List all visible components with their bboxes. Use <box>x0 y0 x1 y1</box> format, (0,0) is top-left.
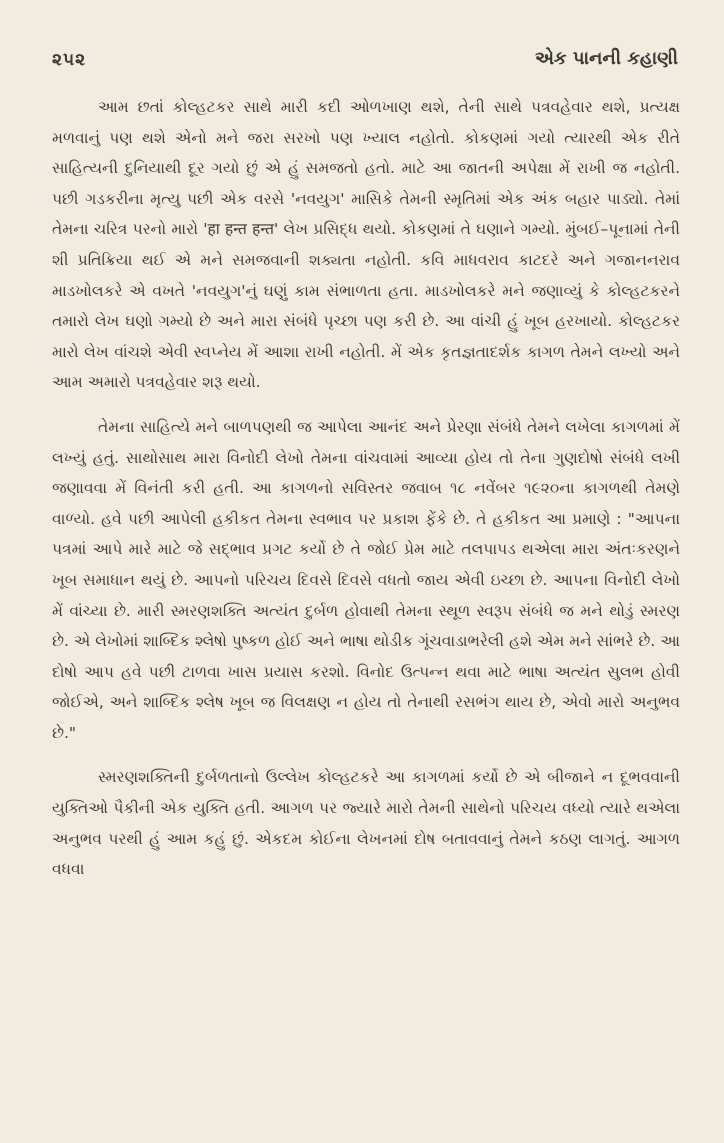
paragraph-3: સ્મરણશક્તિની દુર્બળતાનો ઉલ્લેખ કોલ્હટકરે આ કાગળમાં કર્યો છે એ બીજાને ન દૂભવવાની યુક્તિઓ પૈકીની એક યુક્તિ હતી. આગળ પર જ્યારે મારો તેમની સાથેનો પરિચય વધ્યો ત્યારે થએલા અનુભવ પરથી હું આમ કહું છું. એકદમ કોઈના લેખનમાં દોષ બતાવવાનું તેમને કઠણ લાગતું. આગળ વધવા <box>52 768 680 879</box>
running-title: એક પાનની કહાણી <box>534 48 678 69</box>
page-body <box>52 92 680 899</box>
page-number: ૨૫૨ <box>52 50 87 70</box>
paragraph-1: આમ છતાં કોલ્હટકર સાથે મારી કદી ઓળખાણ થશે, તેની સાથે પત્રવહેવાર થશે, પ્રત્યક્ષ મળવાનું પણ થશે એનો મને જરા સરખો પણ ખ્યાલ નહોતો. કોકણમાં ગયો ત્યારથી એક રીતે સાહિત્યની દુનિયાથી દૂર ગયો છું એ હું સમજતો હતો. માટે આ જાતની અપેક્ષા મેં રાખી જ નહોતી. પછી ગડકરીના મૃત્યુ પછી એક વરસે 'નવયુગ' માસિકે તેમની સ્મૃતિમાં એક અંક બહાર પાડ્યો. તેમાં તેમના ચરિત્ર પરનો મારો 'हा हन्त हन्त' લેખ પ્રસિદ્ધ થયો. કોકણમાં તે ઘણાને ગમ્યો. મુંબઈ–પૂનામાં તેની શી પ્રતિક્રિયા થઈ એ મને સમજવાની શક્યતા નહોતી. કવિ માધવરાવ કાટદરે અને ગજાનનરાવ માડખોલકરે એ વખતે 'નવયુગ'નું ઘણું કામ સંભાળતા હતા. માડખોલકરે મને જણાવ્યું કે કોલ્હટકરને તમારો લેખ ઘણો ગમ્યો છે અને મારા સંબંધે પૃચ્છા પણ કરી છે. આ વાંચી હું ખૂબ હરખાયો. કોલ્હટકર મારો લેખ વાંચશે એવી સ્વપ્નેય મેં આશા રાખી નહોતી. મેં એક કૃતજ્ઞતાદર્શક કાગળ તેમને લખ્યો અને આમ અમારો પત્રવહેવાર શરૂ થયો. <box>52 98 680 392</box>
paragraph-2: તેમના સાહિત્યે મને બાળપણથી જ આપેલા આનંદ અને પ્રેરણા સંબંધે તેમને લખેલા કાગળમાં મેં લખ્યું હતું. સાથોસાથ મારા વિનોદી લેખો તેમના વાંચવામાં આવ્યા હોય તો તેના ગુણદોષો સંબંધે લખી જણાવવા મેં વિનંતી કરી હતી. આ કાગળનો સવિસ્તર જવાબ ૧૮ નવેંબર ૧૯૨૦ના કાગળથી તેમણે વાળ્યો. હવે પછી આપેલી હકીકત તેમના સ્વભાવ પર પ્રકાશ ફેંકે છે. તે હકીકત આ પ્રમાણે : "આપના પત્રમાં આપે મારે માટે જે સદ્ભાવ પ્રગટ કર્યો છે તે જોઈ પ્રેમ માટે તલપાપડ થએલા મારા અંતઃકરણને ખૂબ સમાધાન થયું છે. આપનો પરિચય દિવસે દિવસે વધતો જાય એવી ઇચ્છા છે. આપના વિનોદી લેખો મેં વાંચ્યા છે. મારી સ્મરણશક્તિ અત્યંત દુર્બળ હોવાથી તેમના સ્થૂળ સ્વરૂપ સંબંધે જ મને થોડું સ્મરણ છે. એ લેખોમાં શાબ્દિક શ્લેષો પુષ્કળ હોઈ અને ભાષા થોડીક ગૂંચવાડાભરેલી હશે એમ મને સાંભરે છે. આ દોષો આપ હવે પછી ટાળવા ખાસ પ્રયાસ કરશો. વિનોદ ઉત્પન્ન થવા માટે ભાષા અત્યંત સુલભ હોવી જોઈએ, અને શાબ્દિક શ્લેષ ખૂબ જ વિલક્ષણ ન હોય તો તેનાથી રસભંગ થાય છે, એવો મારો અનુભવ છે." <box>52 417 680 742</box>
